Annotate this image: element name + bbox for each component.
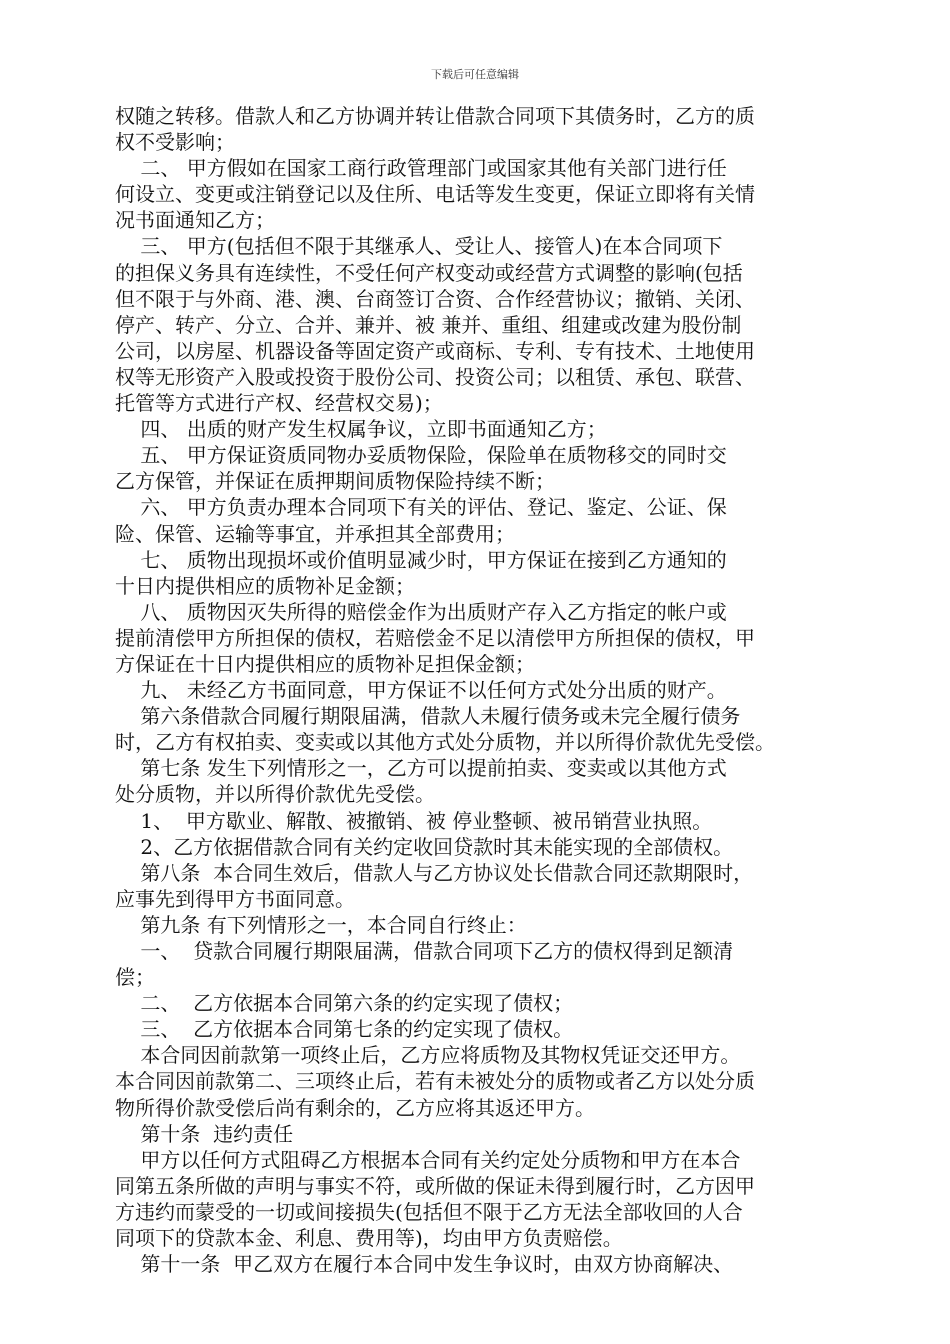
text-line: 停产、转产、分立、合并、兼并、被 兼并、重组、组建或改建为股份制 bbox=[115, 312, 742, 337]
text-line: 八、 质物因灭失所得的赔偿金作为出质财产存入乙方指定的帐户或 bbox=[115, 599, 727, 624]
text-line: 权不受影响； bbox=[115, 130, 235, 155]
text-line: 乙方保管，并保证在质押期间质物保险持续不断； bbox=[115, 469, 555, 494]
text-line: 时，乙方有权拍卖、变卖或以其他方式处分质物，并以所得价款优先受偿。 bbox=[115, 730, 775, 755]
text-line: 提前清偿甲方所担保的债权，若赔偿金不足以清偿甲方所担保的债权，甲 bbox=[115, 625, 755, 650]
text-line: 本合同因前款第二、三项终止后，若有未被处分的质物或者乙方以处分质 bbox=[115, 1069, 755, 1094]
text-line: 物所得价款受偿后尚有剩余的，乙方应将其返还甲方。 bbox=[115, 1095, 595, 1120]
text-line: 何设立、变更或注销登记以及住所、电话等发生变更，保证立即将有关情 bbox=[115, 182, 755, 207]
text-line: 第七条 发生下列情形之一，乙方可以提前拍卖、变卖或以其他方式 bbox=[115, 756, 727, 781]
text-line: 处分质物，并以所得价款优先受偿。 bbox=[115, 782, 435, 807]
text-line: 一、 贷款合同履行期限届满，借款合同项下乙方的债权得到足额清 bbox=[115, 939, 734, 963]
text-line: 方保证在十日内提供相应的质物补足担保金额； bbox=[115, 651, 535, 676]
text-line: 五、 甲方保证资质同物办妥质物保险，保险单在质物移交的同时交 bbox=[115, 443, 727, 468]
page-header: 下载后可任意编辑 bbox=[431, 68, 519, 81]
text-line: 十日内提供相应的质物补足金额； bbox=[115, 573, 415, 598]
text-line: 况书面通知乙方； bbox=[115, 208, 275, 233]
text-line: 四、 出质的财产发生权属争议，立即书面通知乙方； bbox=[115, 417, 607, 442]
text-line: 甲方以任何方式阻碍乙方根据本合同有关约定处分质物和甲方在本合 bbox=[115, 1147, 741, 1172]
text-line: 托管等方式进行产权、经营权交易)； bbox=[115, 391, 443, 416]
text-line: 1、 甲方歇业、解散、被撤销、被 停业整顿、被吊销营业执照。 bbox=[115, 808, 713, 833]
text-line: 本合同因前款第一项终止后，乙方应将质物及其物权凭证交还甲方。 bbox=[115, 1043, 741, 1068]
text-line: 第十条 违约责任 bbox=[115, 1121, 294, 1146]
text-line: 权随之转移。借款人和乙方协调并转让借款合同项下其债务时，乙方的质 bbox=[115, 104, 755, 128]
text-line: 第十一条 甲乙双方在履行本合同中发生争议时，由双方协商解决、 bbox=[115, 1252, 734, 1277]
text-line: 第九条 有下列情形之一，本合同自行终止： bbox=[115, 912, 527, 937]
text-line: 三、 甲方(包括但不限于其继承人、受让人、接管人)在本合同项下 bbox=[115, 234, 723, 259]
text-line: 二、 乙方依据本合同第六条的约定实现了债权； bbox=[115, 991, 574, 1016]
text-line: 第六条借款合同履行期限届满，借款人未履行债务或未完全履行债务 bbox=[115, 704, 741, 729]
text-line: 应事先到得甲方书面同意。 bbox=[115, 886, 355, 911]
text-line: 七、 质物出现损坏或价值明显减少时，甲方保证在接到乙方通知的 bbox=[115, 547, 727, 572]
text-line: 同第五条所做的声明与事实不符，或所做的保证未得到履行时，乙方因甲 bbox=[115, 1173, 755, 1198]
text-line: 2、乙方依据借款合同有关约定收回贷款时其未能实现的全部债权。 bbox=[115, 834, 734, 859]
text-line: 同项下的贷款本金、利息、费用等)，均由甲方负责赔偿。 bbox=[115, 1226, 623, 1251]
text-line: 险、保管、运输等事宜，并承担其全部费用； bbox=[115, 521, 515, 546]
text-line: 公司，以房屋、机器设备等固定资产或商标、专利、专有技术、土地使用 bbox=[115, 338, 755, 363]
text-line: 偿； bbox=[115, 965, 155, 990]
text-line: 第八条 本合同生效后，借款人与乙方协议处长借款合同还款期限时， bbox=[115, 860, 754, 885]
text-line: 三、 乙方依据本合同第七条的约定实现了债权。 bbox=[115, 1017, 574, 1042]
contract-body bbox=[115, 103, 843, 1277]
text-line: 但不限于与外商、港、澳、台商签订合资、合作经营协议；撤销、关闭、 bbox=[115, 286, 755, 311]
text-line: 二、 甲方假如在国家工商行政管理部门或国家其他有关部门进行任 bbox=[115, 156, 727, 181]
text-line: 九、 未经乙方书面同意，甲方保证不以任何方式处分出质的财产。 bbox=[115, 678, 727, 703]
text-line: 六、 甲方负责办理本合同项下有关的评估、登记、鉴定、公证、保 bbox=[115, 495, 727, 520]
text-line: 权等无形资产入股或投资于股份公司、投资公司；以租赁、承包、联营、 bbox=[115, 364, 755, 389]
text-line: 的担保义务具有连续性，不受任何产权变动或经营方式调整的影响(包括 bbox=[115, 260, 743, 285]
text-line: 方违约而蒙受的一切或间接损失(包括但不限于乙方无法全部收回的人合 bbox=[115, 1199, 743, 1224]
